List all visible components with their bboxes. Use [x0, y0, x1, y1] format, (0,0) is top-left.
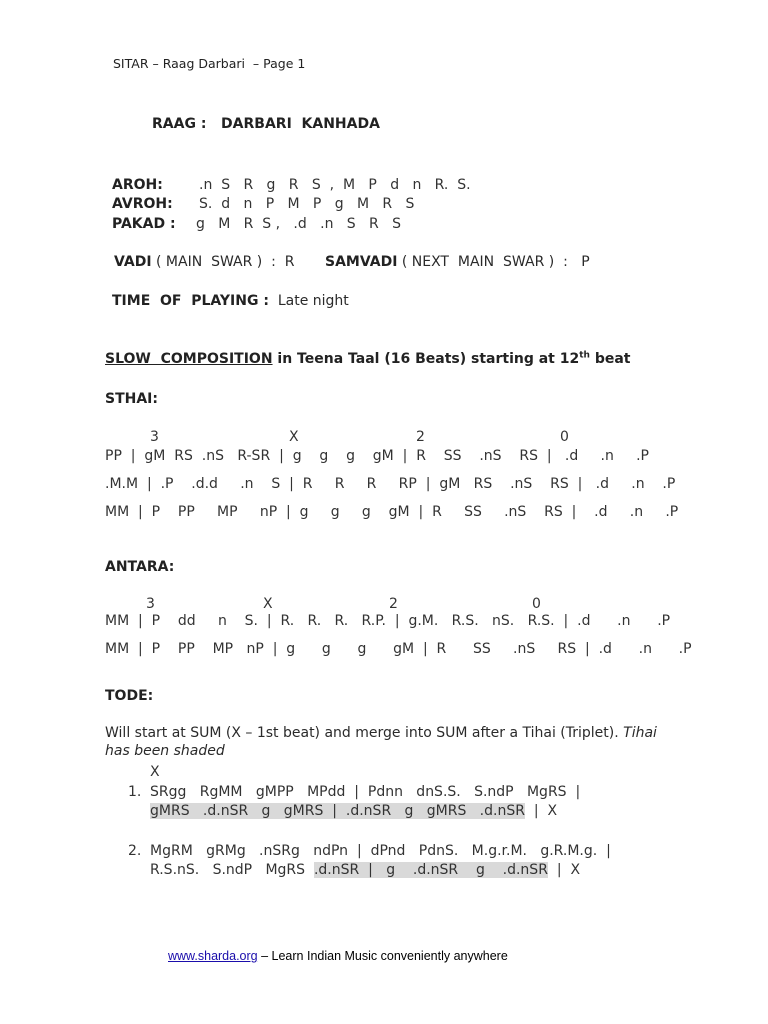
sthai-line-3: MM | P PP MP nP | g g g gM | R SS .nS RS | .d .n .P	[105, 504, 679, 520]
sthai-line-2: .M.M | .P .d.d .n S | R R R RP | gM RS .nS RS | .d .n .P	[105, 476, 676, 492]
raag-title	[152, 116, 380, 132]
avroh-notes: S. d n P M P g M R S	[199, 196, 415, 212]
tode-item-1-tihai: gMRS .d.nSR g gMRS | .d.nSR g gMRS .d.nSR	[150, 803, 525, 819]
tode-item-2-line-1: MgRM gRMg .nSRg ndPn | dPnd PdnS. M.g.r.M. g.R.M.g. |	[150, 843, 611, 859]
tode-item-1-line-1: SRgg RgMM gMPP MPdd | Pdnn dnS.S. S.ndP MgRS |	[150, 784, 581, 800]
sthai-beat-marker-3: 3	[150, 429, 159, 445]
samvadi-label: SAMVADI	[325, 254, 398, 270]
vadi-row	[114, 254, 295, 270]
antara-beat-marker-0: 0	[532, 596, 541, 612]
slow-composition-heading	[105, 351, 630, 367]
sthai-beat-marker-x: X	[289, 429, 299, 445]
sthai-beat-marker-2: 2	[416, 429, 425, 445]
antara-beat-marker-x: X	[263, 596, 273, 612]
tode-item-2-pre: R.S.nS. S.ndP MgRS	[150, 862, 314, 878]
pakad-notes: g M R S , .d .n S R S	[196, 216, 401, 232]
tode-intro	[105, 725, 657, 741]
tode-item-1-number: 1.	[128, 784, 142, 800]
tode-item-1-end: | X	[524, 803, 558, 819]
tode-item-1-line-2	[150, 803, 557, 819]
antara-heading: ANTARA:	[105, 559, 175, 575]
tode-item-2-end: | X	[547, 862, 581, 878]
tode-heading: TODE:	[105, 688, 154, 704]
vadi-desc: ( MAIN SWAR ) :	[156, 254, 276, 270]
sthai-beat-marker-0: 0	[560, 429, 569, 445]
tode-item-2-tihai: .d.nSR | g .d.nSR g .d.nSR	[313, 862, 548, 878]
time-value: Late night	[277, 293, 349, 309]
aroh-label: AROH:	[112, 177, 163, 193]
raag-name: DARBARI KANHADA	[221, 116, 380, 132]
time-row	[112, 293, 349, 309]
vadi-value: R	[284, 254, 295, 270]
slow-composition-title: SLOW COMPOSITION	[105, 351, 273, 367]
slow-composition-sup: th	[579, 350, 590, 361]
footer	[168, 949, 508, 963]
footer-text: – Learn Indian Music conveniently anywhere	[257, 949, 508, 963]
antara-line-1: MM | P dd n S. | R. R. R. R.P. | g.M. R.S. nS. R.S. | .d .n .P	[105, 613, 671, 629]
tode-intro-italic: Tihai	[618, 725, 657, 741]
antara-beat-marker-3: 3	[146, 596, 155, 612]
aroh-notes: .n S R g R S , M P d n R. S.	[199, 177, 471, 193]
tode-item-2-line-2	[150, 862, 580, 878]
samvadi-desc: ( NEXT MAIN SWAR ) :	[401, 254, 568, 270]
tode-sum-marker: X	[150, 764, 160, 780]
pakad-label: PAKAD :	[112, 216, 176, 232]
raag-label: RAAG :	[152, 116, 207, 132]
sthai-heading: STHAI:	[105, 391, 158, 407]
antara-line-2: MM | P PP MP nP | g g g gM | R SS .nS RS | .d .n .P	[105, 641, 692, 657]
slow-composition-tail: beat	[589, 351, 631, 367]
slow-composition-rest: in Teena Taal (16 Beats) starting at 12	[272, 351, 580, 367]
time-label: TIME OF PLAYING :	[112, 293, 269, 309]
tode-item-2-number: 2.	[128, 843, 142, 859]
page-header: SITAR – Raag Darbari – Page 1	[113, 56, 306, 71]
samvadi-row	[325, 254, 590, 270]
antara-beat-marker-2: 2	[389, 596, 398, 612]
tode-intro-line-2: has been shaded	[105, 743, 225, 759]
footer-link[interactable]: www.sharda.org	[168, 949, 258, 963]
sthai-line-1: PP | gM RS .nS R-SR | g g g gM | R SS .nS RS | .d .n .P	[105, 448, 649, 464]
tode-intro-text: Will start at SUM (X – 1st beat) and merge into SUM after a Tihai (Triplet).	[105, 725, 619, 741]
samvadi-value: P	[581, 254, 590, 270]
avroh-label: AVROH:	[112, 196, 173, 212]
vadi-label: VADI	[114, 254, 152, 270]
